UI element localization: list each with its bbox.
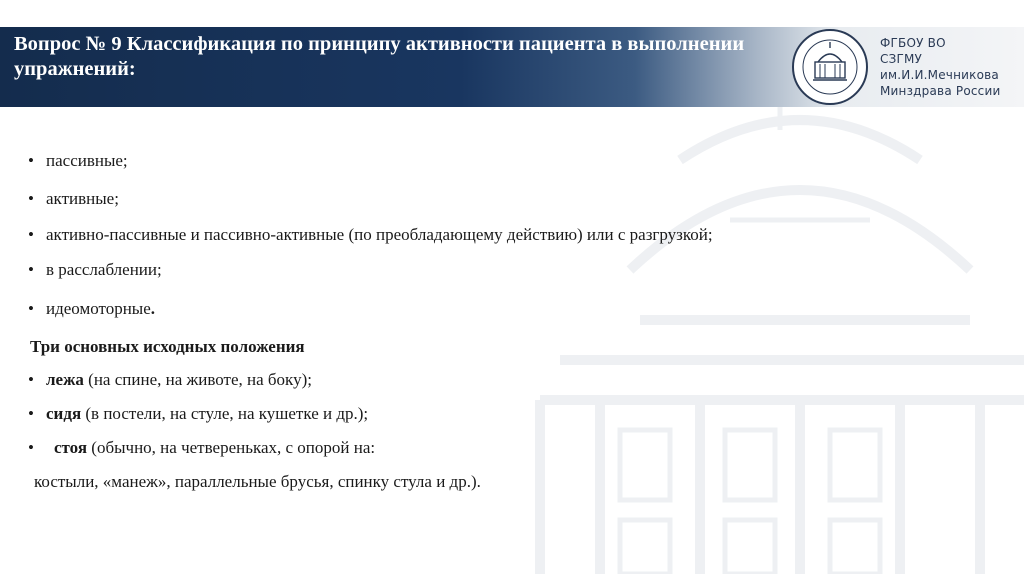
- position-name: сидя: [46, 404, 82, 423]
- bullet: •: [28, 438, 34, 457]
- list-item: [28, 438, 375, 458]
- org-line: им.И.И.Мечникова: [880, 68, 999, 82]
- position-detail: (в постели, на стуле, на кушетке и др.);: [81, 404, 369, 423]
- list-item: [28, 225, 713, 245]
- bullet: •: [28, 299, 34, 318]
- list-item: [28, 151, 128, 171]
- list-item: [28, 299, 155, 319]
- position-detail: (обычно, на четвереньках, с опорой на:: [87, 438, 376, 457]
- list-item-text: активные;: [46, 189, 119, 208]
- position-name: стоя: [54, 438, 88, 457]
- list-item-text: активно-пассивные и пассивно-активные (по преобладающему действию) или с разгрузкой;: [46, 225, 713, 244]
- list-item: [28, 404, 368, 424]
- org-line: Минздрава России: [880, 84, 1001, 98]
- org-line: СЗГМУ: [880, 52, 923, 66]
- list-item-period: .: [150, 299, 156, 318]
- list-item-text: пассивные;: [46, 151, 128, 170]
- bullet: •: [28, 404, 34, 423]
- header-bar: [0, 27, 1024, 107]
- position-name: лежа: [46, 370, 84, 389]
- building-watermark: [500, 100, 1024, 574]
- list-item: [28, 260, 162, 280]
- list-item: [28, 189, 119, 209]
- org-line: ФГБОУ ВО: [880, 36, 946, 50]
- bullet: •: [28, 225, 34, 244]
- list-item-text: идеомоторные: [46, 299, 151, 318]
- university-seal-icon: [791, 28, 869, 106]
- organization-name: [880, 35, 1000, 99]
- list-item: [28, 370, 312, 390]
- slide-title: Вопрос № 9 Классификация по принципу активности пациента в выполнении упражнений:: [14, 33, 745, 80]
- bullet: •: [28, 189, 34, 208]
- list-item-text: в расслаблении;: [46, 260, 162, 279]
- bullet: •: [28, 370, 34, 389]
- position-detail-continuation: костыли, «манеж», параллельные брусья, спинку стула и др.).: [34, 472, 481, 491]
- bullet: •: [28, 151, 34, 170]
- positions-heading: Три основных исходных положения: [30, 337, 305, 356]
- bullet: •: [28, 260, 34, 279]
- position-detail: (на спине, на животе, на боку);: [83, 370, 312, 389]
